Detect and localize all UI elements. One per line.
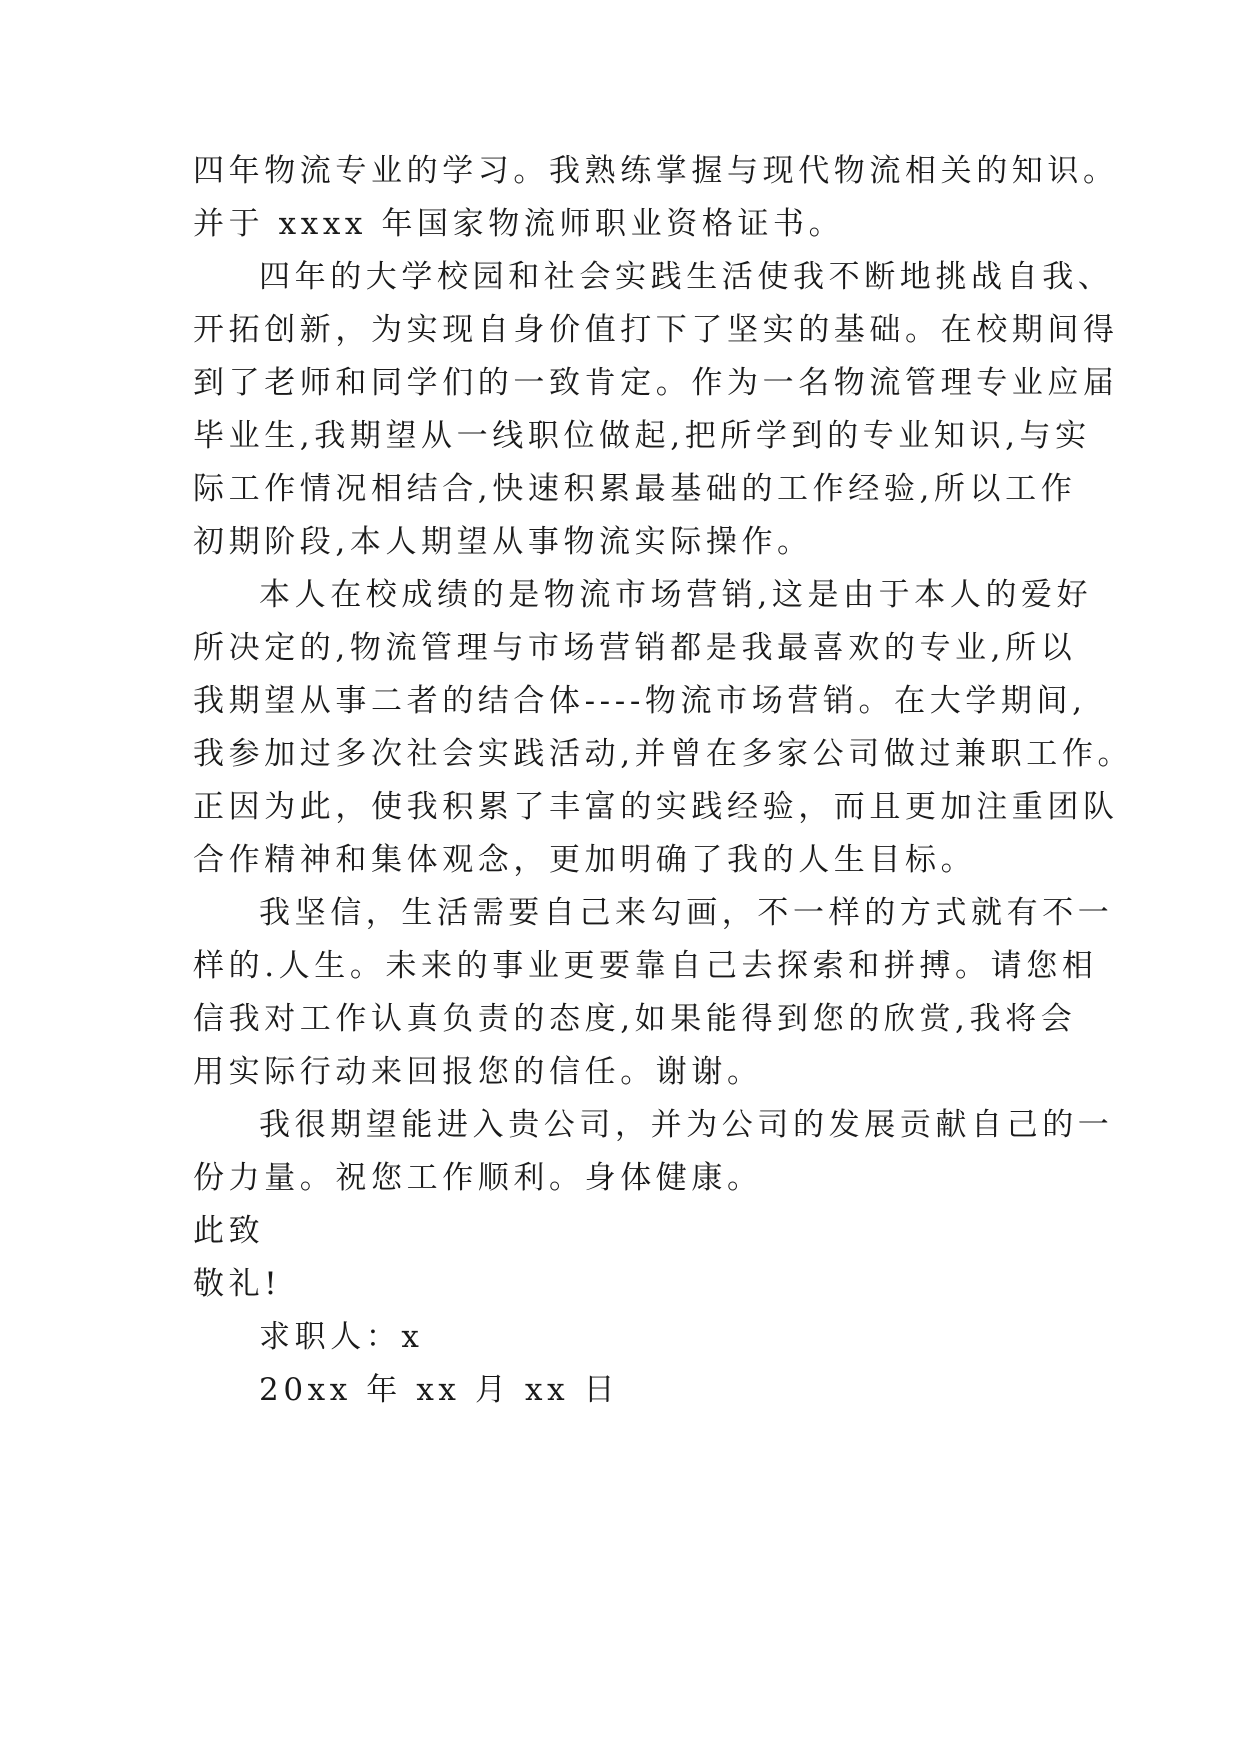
paragraph-first-line: 我很期望能进入贵公司，并为公司的发展贡献自己的一 [259, 1107, 1114, 1143]
body-line: 初期阶段,本人期望从事物流实际操作。 [193, 524, 813, 560]
body-line: 样的.人生。未来的事业更要靠自己去探索和拼搏。请您相 [193, 948, 1098, 984]
body-line: 正因为此，使我积累了丰富的实践经验，而且更加注重团队 [193, 789, 1119, 825]
body-line: 份力量。祝您工作顺利。身体健康。 [193, 1160, 763, 1196]
body-line: 到了老师和同学们的一致肯定。作为一名物流管理专业应届 [193, 365, 1119, 401]
body-line: 并于 xxxx 年国家物流师职业资格证书。 [193, 206, 845, 242]
signature-date: 20xx 年 xx 月 xx 日 [259, 1372, 620, 1408]
paragraph-first-line: 四年的大学校园和社会实践生活使我不断地挑战自我、 [259, 259, 1114, 295]
signature-applicant: 求职人：x [259, 1319, 424, 1355]
body-line: 我期望从事二者的结合体----物流市场营销。在大学期间, [193, 683, 1087, 719]
paragraph-first-line: 我坚信，生活需要自己来勾画，不一样的方式就有不一 [259, 895, 1114, 931]
body-line: 用实际行动来回报您的信任。谢谢。 [193, 1054, 763, 1090]
body-line: 合作精神和集体观念，更加明确了我的人生目标。 [193, 842, 977, 878]
body-line: 开拓创新，为实现自身价值打下了坚实的基础。在校期间得 [193, 312, 1119, 348]
body-line: 我参加过多次社会实践活动,并曾在多家公司做过兼职工作。 [193, 736, 1134, 772]
body-line: 信我对工作认真负责的态度,如果能得到您的欣赏,我将会 [193, 1001, 1077, 1037]
paragraph-first-line: 本人在校成绩的是物流市场营销,这是由于本人的爱好 [259, 577, 1093, 613]
salutation-line: 敬礼! [193, 1266, 282, 1302]
body-line: 所决定的,物流管理与市场营销都是我最喜欢的专业,所以 [193, 630, 1077, 666]
body-line: 际工作情况相结合,快速积累最基础的工作经验,所以工作 [193, 471, 1077, 507]
closing-line: 此致 [193, 1213, 265, 1249]
body-line: 四年物流专业的学习。我熟练掌握与现代物流相关的知识。 [193, 153, 1119, 189]
body-line: 毕业生,我期望从一线职位做起,把所学到的专业知识,与实 [193, 418, 1091, 454]
